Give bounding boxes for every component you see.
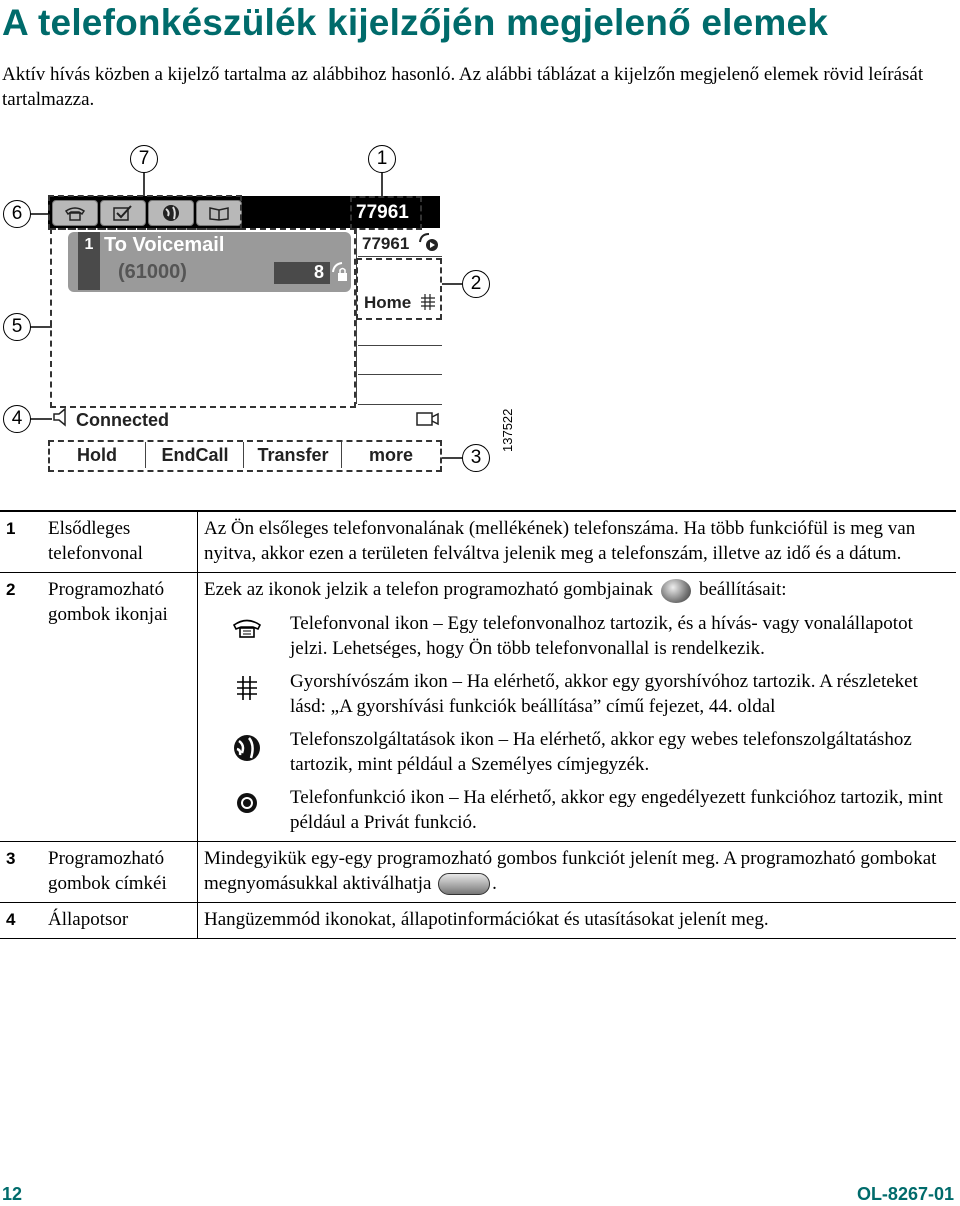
- softkey-transfer[interactable]: Transfer: [257, 445, 329, 465]
- icons-intro: [204, 577, 952, 603]
- callout-7: 7: [130, 145, 158, 173]
- icon-description: Telefonfunkció ikon – Ha elérhető, akkor egy engedélyezett funkcióhoz tartozik, mint például a Privát funkció.: [290, 786, 943, 833]
- elements-table: [0, 510, 956, 939]
- row-number: 4: [0, 902, 44, 938]
- callout-5: 5: [3, 313, 31, 341]
- softkey-desc-text: Mindegyikük egy-egy programozható gombos funkciót jelenít meg. A programozható gombokat megnyomásukkal aktiválhatja: [204, 847, 937, 894]
- phone-display-figure: [0, 140, 530, 480]
- softkey-divider: [145, 442, 146, 468]
- page-title: A telefonkészülék kijelzőjén megjelenő elemek: [2, 2, 829, 43]
- programmable-button-icon: [661, 579, 691, 603]
- icon-description: Telefonvonal ikon – Egy telefonvonalhoz tartozik, és a hívás- vagy vonalállapotot jelzi. Lehetséges, hogy Ön több telefonvonallal is rendelkezik.: [290, 612, 913, 659]
- speed-dial-grid-icon: [420, 293, 436, 316]
- softkey-endcall[interactable]: EndCall: [161, 445, 229, 465]
- primary-line-highlight: [350, 196, 422, 230]
- globe-icon: [204, 727, 290, 763]
- softkey-more[interactable]: more: [368, 445, 413, 465]
- speaker-icon: [52, 406, 70, 433]
- table-row: [0, 573, 956, 842]
- line-number: 77961: [362, 234, 410, 253]
- icon-row: [204, 669, 952, 719]
- callout-3: 3: [462, 444, 490, 472]
- row-number: 1: [0, 511, 44, 573]
- softkey-desc-end: .: [492, 872, 497, 894]
- call-number: (61000): [118, 261, 187, 283]
- row-label: Programozható gombok ikonjai: [44, 573, 198, 842]
- icon-row: [204, 727, 952, 777]
- speed-dial-icon: [204, 669, 290, 701]
- row-description: [198, 573, 957, 842]
- call-timer: 8: [314, 262, 325, 282]
- phone-line-icon: [204, 611, 290, 639]
- row-description: Az Ön elsőleges telefonvonalának (mellékének) telefonszáma. Ha több funkciófül is meg van nyitva, akkor ezen a területen felváltva jelenik meg a telefonszám, illetve az idő és a dátum.: [198, 511, 957, 573]
- lock-handset-icon: [330, 260, 350, 284]
- doc-id: OL-8267-01: [856, 1184, 954, 1204]
- call-index: 1: [78, 232, 100, 290]
- line-separator: [358, 256, 442, 257]
- line-active-icon: [418, 232, 440, 259]
- status-text: Connected: [76, 410, 170, 430]
- softkey-divider: [341, 442, 342, 468]
- line-separator: [358, 374, 442, 375]
- icons-intro-text-end: beállításait:: [698, 579, 787, 600]
- feature-icon: [204, 785, 290, 815]
- icon-description: Telefonszolgáltatások ikon – Ha elérhető, akkor egy webes telefonszolgáltatáshoz tartozik, mint például a Személyes címjegyzék.: [290, 728, 912, 775]
- icon-description: Gyorshívószám ikon – Ha elérhető, akkor egy gyorshívóhoz tartozik. A részleteket lásd: „A gyorshívási funkciók beállítása” című fejezet, 44. oldal: [290, 670, 918, 717]
- callout-2: 2: [462, 270, 490, 298]
- row-label: Elsődleges telefonvonal: [44, 511, 198, 573]
- row-label: Állapotsor: [44, 902, 198, 938]
- call-title: To Voicemail: [104, 234, 225, 256]
- softkey-divider: [243, 442, 244, 468]
- table-row: [0, 841, 956, 902]
- row-description: [198, 841, 957, 902]
- row-description: Hangüzemmód ikonokat, állapotinformációkat és utasításokat jelenít meg.: [198, 902, 957, 938]
- intro-text: Aktív hívás közben a kijelző tartalma az alábbihoz hasonló. Az alábbi táblázat a kijelzőn megjelenő elemek rövid leírását tartalmazza.: [2, 64, 924, 110]
- callout-4: 4: [3, 405, 31, 433]
- row-label: Programozható gombok címkéi: [44, 841, 198, 902]
- callout-6: 6: [3, 200, 31, 228]
- table-row: [0, 511, 956, 573]
- icon-row: [204, 611, 952, 661]
- softkey-hold[interactable]: Hold: [77, 445, 117, 465]
- figure-ref-number: 137522: [500, 408, 515, 452]
- line-separator: [358, 345, 442, 346]
- table-row: [0, 902, 956, 938]
- line-separator: [358, 404, 442, 405]
- page-number: 12: [2, 1184, 23, 1204]
- icons-intro-text: Ezek az ikonok jelzik a telefon programozható gombjainak: [204, 579, 653, 600]
- callout-1: 1: [368, 145, 396, 173]
- row-number: 2: [0, 573, 44, 842]
- icon-row: [204, 785, 952, 835]
- tab-icons-highlight: [48, 195, 242, 230]
- softkey-button-icon: [438, 873, 490, 895]
- header-phone-number: 77961: [356, 202, 409, 223]
- speed-dial-label: Home: [364, 293, 412, 312]
- video-icon: [416, 411, 440, 432]
- row-number: 3: [0, 841, 44, 902]
